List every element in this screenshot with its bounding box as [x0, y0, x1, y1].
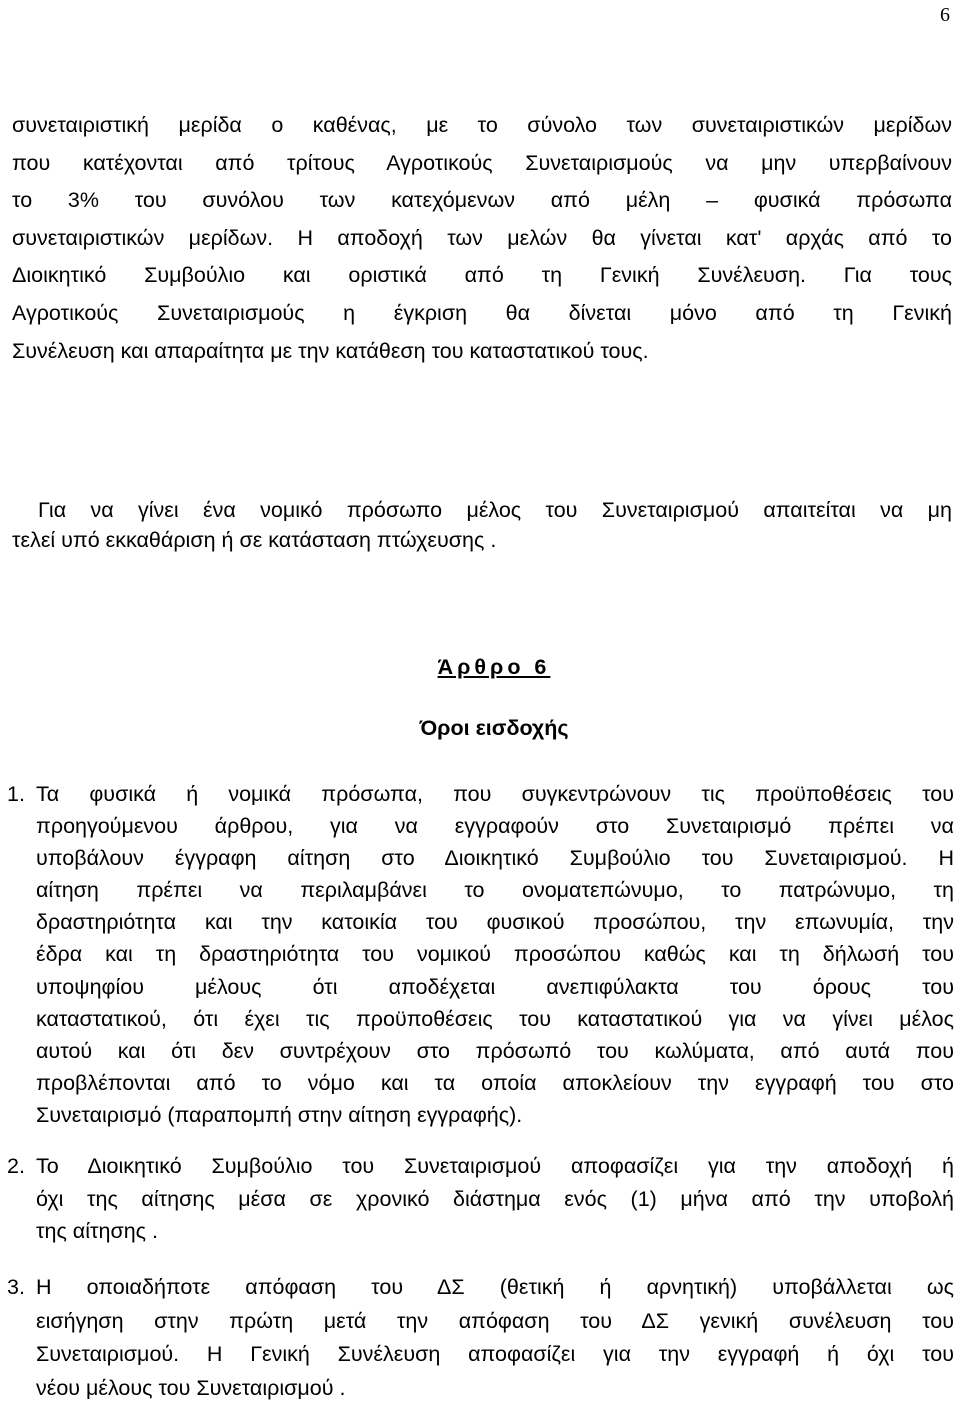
paragraph-line: Για να γίνει ένα νομικό πρόσωπο μέλος του Συνεταιρισμού απαιτείται να μη	[12, 495, 952, 525]
list-item-line: Η οποιαδήποτε απόφαση του ΔΣ (θετική ή αρνητική) υποβάλλεται ως	[36, 1271, 954, 1305]
list-item-line: της αίτησης .	[36, 1215, 954, 1248]
list-item-line: υποβάλουν έγγραφη αίτηση στο Διοικητικό Συμβούλιο του Συνεταιρισμού. Η	[36, 842, 954, 874]
paragraph-line: συνεταιριστική μερίδα ο καθένας, με το σύνολο των συνεταιριστικών μερίδων	[12, 107, 952, 145]
list-item-line: υποψηφίου μέλους ότι αποδέχεται ανεπιφύλακτα του όρους του	[36, 971, 954, 1003]
list-item-number: 3.	[7, 1271, 25, 1305]
paragraph-line: το 3% του συνόλου των κατεχόμενων από μέλη – φυσικά πρόσωπα	[12, 182, 952, 220]
list-item-text	[36, 1150, 954, 1248]
list-item-line: Το Διοικητικό Συμβούλιο του Συνεταιρισμού αποφασίζει για την αποδοχή ή	[36, 1150, 954, 1183]
list-item-line: έδρα και τη δραστηριότητα του νομικού προσώπου καθώς και τη δήλωσή του	[36, 938, 954, 970]
paragraph-line: Διοικητικό Συμβούλιο και οριστικά από τη Γενική Συνέλευση. Για τους	[12, 257, 952, 295]
paragraph-legal-entity	[12, 495, 952, 555]
article-title: Άρθρο 6	[0, 655, 960, 680]
paragraph-membership-limits	[12, 107, 952, 370]
list-item-line: προβλέπονται από το νόμο και τα οποία αποκλείουν την εγγραφή του στο	[36, 1067, 954, 1099]
list-item-number: 1.	[7, 778, 25, 810]
paragraph-line: συνεταιριστικών μερίδων. Η αποδοχή των μελών θα γίνεται κατ' αρχάς από το	[12, 220, 952, 258]
paragraph-line: Αγροτικούς Συνεταιρισμούς η έγκριση θα δίνεται μόνο από τη Γενική	[12, 295, 952, 333]
list-item-line: εισήγηση στην πρώτη μετά την απόφαση του ΔΣ γενική συνέλευση του	[36, 1305, 954, 1339]
list-item-line: Συνεταιρισμού. Η Γενική Συνέλευση αποφασίζει για την εγγραφή ή όχι του	[36, 1338, 954, 1372]
list-item-line: προηγούμενου άρθρου, για να εγγραφούν στο Συνεταιρισμό πρέπει να	[36, 810, 954, 842]
article-subtitle: Όροι εισδοχής	[0, 716, 960, 741]
list-item-number: 2.	[7, 1150, 25, 1183]
list-item-line: αυτού και ότι δεν συντρέχουν στο πρόσωπό του κωλύματα, από αυτά που	[36, 1035, 954, 1067]
paragraph-line: Συνέλευση και απαραίτητα με την κατάθεση του καταστατικού τους.	[12, 333, 952, 371]
list-item-line: αίτηση πρέπει να περιλαμβάνει το ονοματεπώνυμο, το πατρώνυμο, τη	[36, 874, 954, 906]
list-item-line: Συνεταιρισμό (παραπομπή στην αίτηση εγγραφής).	[36, 1099, 954, 1131]
list-item-line: καταστατικού, ότι έχει τις προϋποθέσεις του καταστατικού για να γίνει μέλος	[36, 1003, 954, 1035]
page-number: 6	[940, 4, 950, 27]
list-item-text	[36, 778, 954, 1131]
paragraph-line: τελεί υπό εκκαθάριση ή σε κατάσταση πτώχευσης .	[12, 525, 952, 555]
list-item-text	[36, 1271, 954, 1405]
list-item-line: νέου μέλους του Συνεταιρισμού .	[36, 1372, 954, 1405]
paragraph-line: που κατέχονται από τρίτους Αγροτικούς Συνεταιρισμούς να μην υπερβαίνουν	[12, 145, 952, 183]
list-item-line: δραστηριότητα και την κατοικία του φυσικού προσώπου, την επωνυμία, την	[36, 906, 954, 938]
list-item-line: όχι της αίτησης μέσα σε χρονικό διάστημα ενός (1) μήνα από την υποβολή	[36, 1183, 954, 1216]
list-item-line: Τα φυσικά ή νομικά πρόσωπα, που συγκεντρώνουν τις προϋποθέσεις του	[36, 778, 954, 810]
